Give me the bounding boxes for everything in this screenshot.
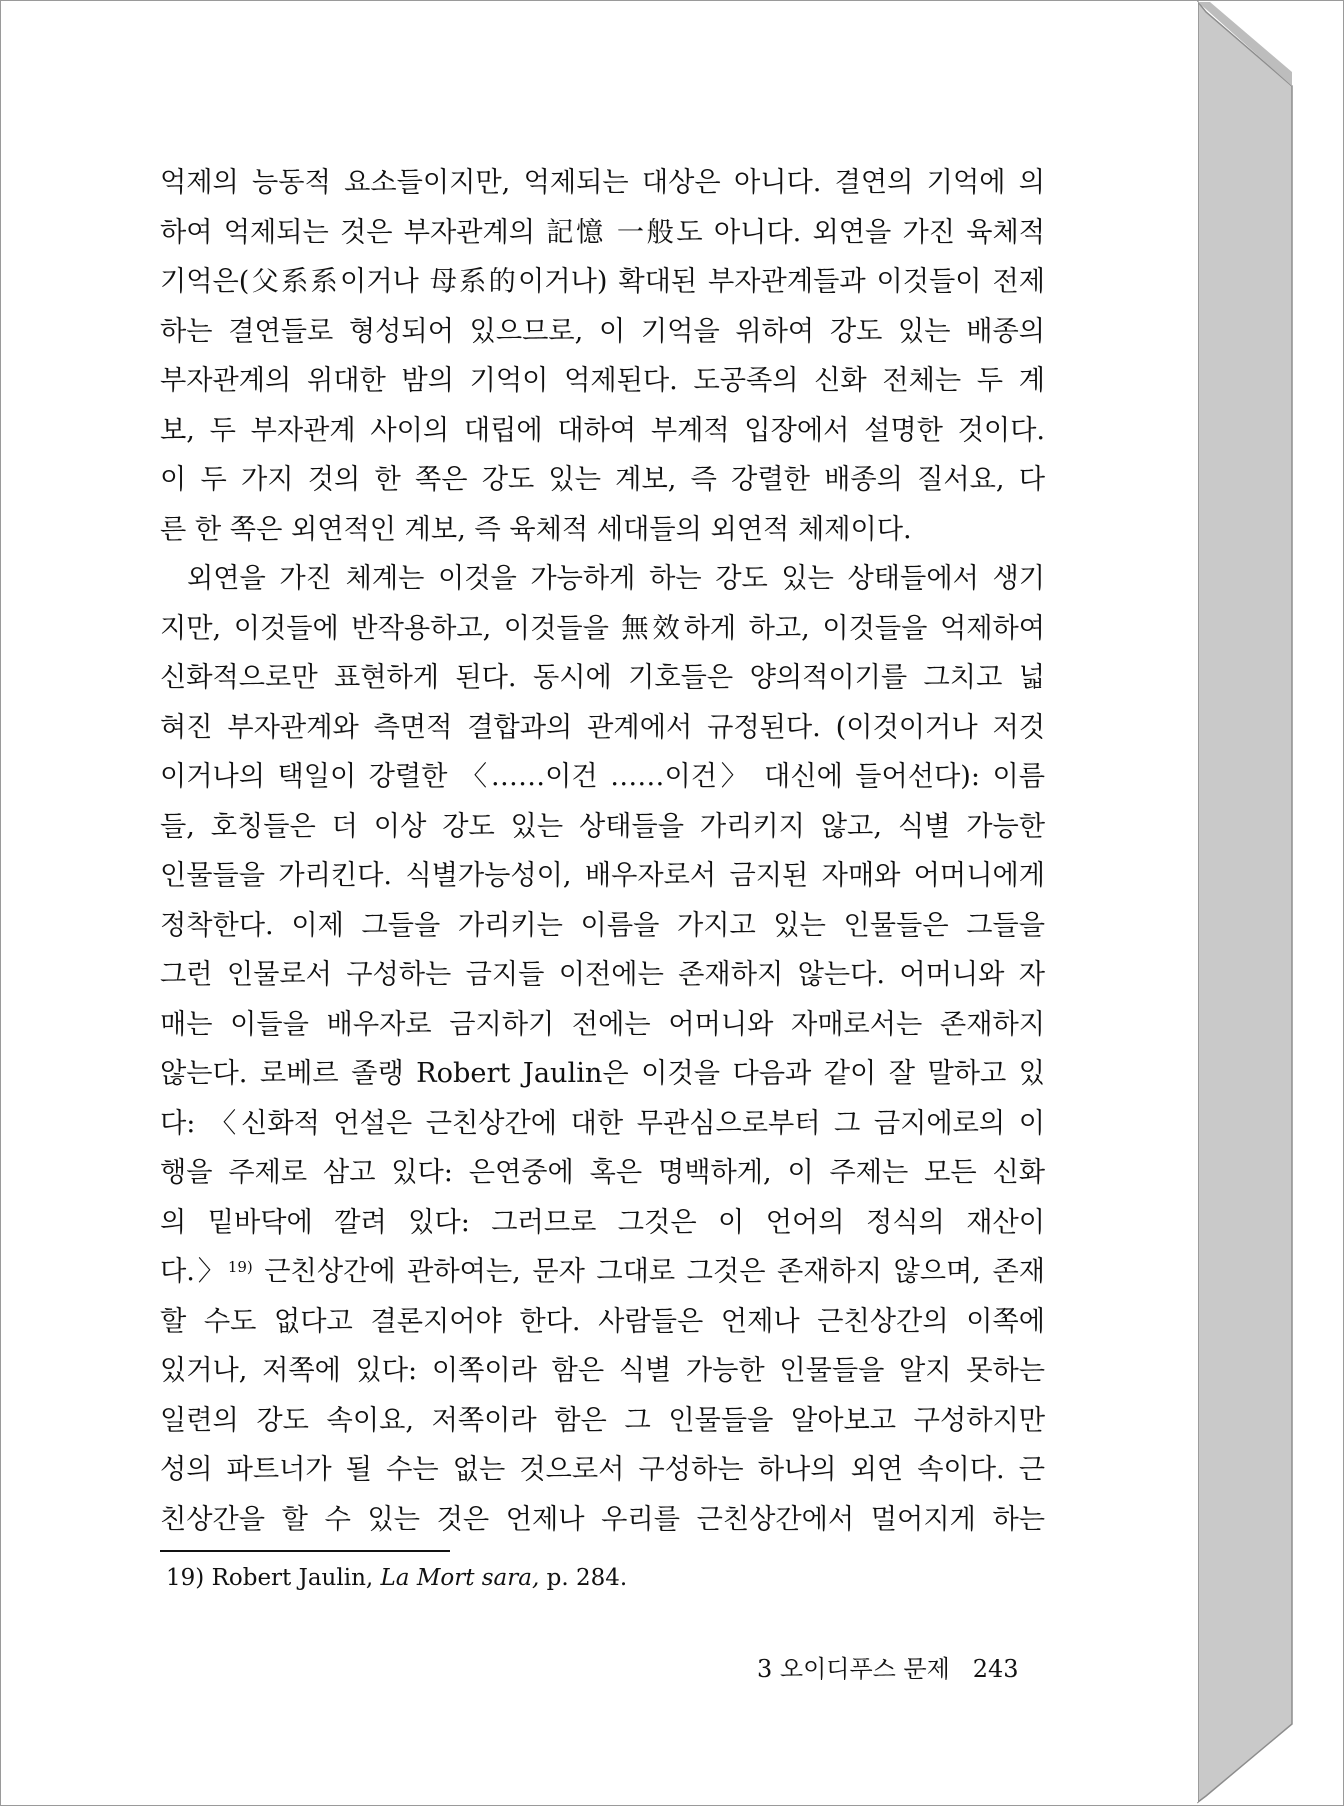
body-line: 할 수도 없다고 결론지어야 한다. 사람들은 언제나 근친상간의 이쪽에 [160, 1305, 1045, 1337]
footnote-page: p. 284. [546, 1565, 628, 1591]
footnote [166, 1565, 627, 1591]
body-line: 억제의 능동적 요소들이지만, 억제되는 대상은 아니다. 결연의 기억에 의 [160, 167, 1045, 198]
body-line: 그런 인물로서 구성하는 금지들 이전에는 존재하지 않는다. 어머니와 자 [160, 959, 1045, 990]
body-line: 외연을 가진 체계는 이것을 가능하게 하는 강도 있는 상태들에서 생기 [187, 563, 1045, 594]
body-line: 지만, 이것들에 반작용하고, 이것들을 無效하게 하고, 이것들을 억제하여 [160, 612, 1045, 644]
body-line: 행을 주제로 삼고 있다: 은연중에 혹은 명백하게, 이 주제는 모든 신화 [160, 1157, 1045, 1188]
footnote-title: La Mort sara, [380, 1565, 540, 1591]
body-line: 이 두 가지 것의 한 쪽은 강도 있는 계보, 즉 강렬한 배종의 질서요, 다 [160, 464, 1045, 495]
body-line: 하는 결연들로 형성되어 있으므로, 이 기억을 위하여 강도 있는 배종의 [160, 315, 1045, 347]
body-line: 성의 파트너가 될 수는 없는 것으로서 구성하는 하나의 외연 속이다. 근 [160, 1454, 1045, 1485]
body-line-with-footnote-ref [160, 1247, 1045, 1297]
body-line: 있거나, 저쪽에 있다: 이쪽이라 함은 식별 가능한 인물들을 알지 못하는 [160, 1355, 1045, 1386]
body-line: 혀진 부자관계와 측면적 결합과의 관계에서 규정된다. (이것이거나 저것 [160, 711, 1045, 743]
body-line: 하여 억제되는 것은 부자관계의 記憶 一般도 아니다. 외연을 가진 육체적 [160, 216, 1045, 248]
body-line-start: 다.〉 [160, 1256, 228, 1287]
page-number: 243 [972, 1655, 1019, 1683]
body-line: 다: 〈신화적 언설은 근친상간에 대한 무관심으로부터 그 금지에로의 이 [160, 1107, 1045, 1139]
body-line: 부자관계의 위대한 밤의 기억이 억제된다. 도공족의 신화 전체는 두 계 [160, 365, 1045, 396]
body-line: 친상간을 할 수 있는 것은 언제나 우리를 근친상간에서 멀어지게 하는 [160, 1503, 1045, 1535]
body-line: 들, 호칭들은 더 이상 강도 있는 상태들을 가리키지 않고, 식별 가능한 [160, 810, 1045, 842]
body-line: 이거나의 택일이 강렬한 〈……이건 ……이건〉 대신에 들어선다): 이름 [160, 761, 1045, 792]
body-line-rest: 근친상간에 관하여는, 문자 그대로 그것은 존재하지 않으며, 존재 [264, 1256, 1045, 1287]
body-line: 매는 이들을 배우자로 금지하기 전에는 어머니와 자매로서는 존재하지 [160, 1008, 1045, 1040]
body-line: 정착한다. 이제 그들을 가리키는 이름을 가지고 있는 인물들은 그들을 [160, 909, 1045, 941]
body-line: 일련의 강도 속이요, 저쪽이라 함은 그 인물들을 알아보고 구성하지만 [160, 1404, 1045, 1436]
body-line: 신화적으로만 표현하게 된다. 동시에 기호들은 양의적이기를 그치고 넓 [160, 662, 1045, 693]
footnote-number: 19) [166, 1565, 205, 1591]
running-footer [757, 1649, 1019, 1684]
body-line: 않는다. 로베르 졸랭 Robert Jaulin은 이것을 다음과 같이 잘 말하고 있 [160, 1058, 1045, 1089]
body-text [160, 158, 1045, 1544]
body-line: 기억은(父系系이거나 母系的이거나) 확대된 부자관계들과 이것들이 전제 [160, 266, 1045, 297]
footnote-rule [160, 1550, 450, 1552]
body-line: 보, 두 부자관계 사이의 대립에 대하여 부계적 입장에서 설명한 것이다. [160, 414, 1045, 446]
footnote-author: Robert Jaulin, [211, 1565, 374, 1591]
footnote-reference[interactable]: 19) [227, 1258, 253, 1276]
chapter-title: 3 오이디푸스 문제 [757, 1655, 950, 1683]
body-line: 인물들을 가리킨다. 식별가능성이, 배우자로서 금지된 자매와 어머니에게 [160, 860, 1045, 891]
body-line: 의 밑바닥에 깔려 있다: 그러므로 그것은 이 언어의 정식의 재산이 [160, 1206, 1045, 1238]
body-line: 른 한 쪽은 외연적인 계보, 즉 육체적 세대들의 외연적 체제이다. [160, 513, 912, 545]
book-spine-face [1198, 2, 1292, 1802]
